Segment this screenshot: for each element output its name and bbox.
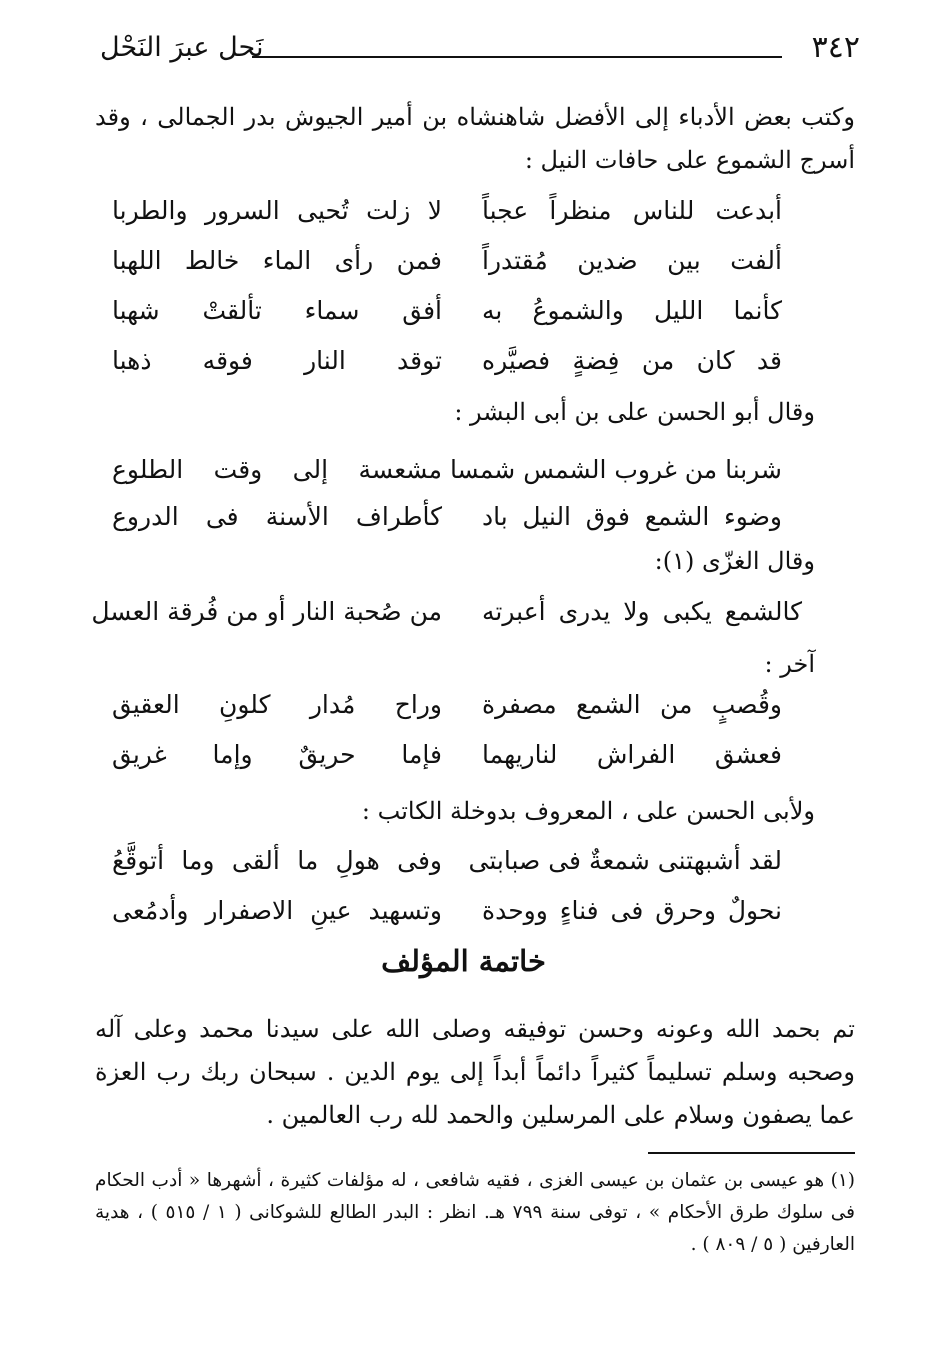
footnote-rule [648, 1152, 855, 1154]
page-number: ٣٤٢ [811, 30, 860, 65]
page-header [100, 28, 860, 68]
poem2-intro: وقال أبو الحسن على بن أبى البشر : [454, 398, 815, 426]
poem1-verse-3 [0, 296, 927, 342]
verse-hemistich-left: كأطراف الأسنة فى الدروع [112, 502, 442, 531]
verse-hemistich-left: فمن رأى الماء خالط اللهبا [112, 246, 442, 275]
verse-hemistich-right: لقد أشبهتنى شمعةٌ فى صبابتى [468, 846, 782, 875]
closing-paragraph-text: تم بحمد الله وعونه وحسن توفيقه وصلى الله على سيدنا محمد وعلى آله وصحبه وسلم تسليماً كثيراً دائماً أبداً إلى يوم الدين . سبحان ربك رب العزة عما يصفون وسلام على المرسلين والحمد لله رب العالمين . [95, 1015, 855, 1129]
verse-hemistich-left: لا زلت تُحيى السرور والطربا [112, 196, 442, 225]
poem2-verse-1 [0, 455, 927, 501]
verse-hemistich-left: وراح مُدار كلونِ العقيق [112, 690, 442, 719]
verse-hemistich-right: شربنا من غروب الشمس شمسا [449, 455, 782, 484]
poem1-verse-1 [0, 196, 927, 242]
verse-hemistich-right: ألفت بين ضدين مُقتدراً [482, 246, 782, 275]
section-heading: خاتمة المؤلف [381, 944, 546, 978]
verse-hemistich-right: نحولٌ وحرق فى فناءٍ ووحدة [482, 896, 782, 925]
poem1-verse-4 [0, 346, 927, 392]
opening-paragraph-text: وكتب بعض الأدباء إلى الأفضل شاهنشاه بن أمير الجيوش بدر الجمالى ، وقد أسرج الشموع على حافات النيل : [95, 103, 855, 174]
verse-hemistich-left: توقد النار فوقه ذهبا [112, 346, 442, 375]
verse-hemistich-right: كالشمع يكبى ولا يدرى أعبرته [482, 597, 802, 626]
verse-hemistich-right: فعشق الفراش لناريهما [482, 740, 782, 769]
verse-hemistich-left: فإما حريقٌ وإما غريق [112, 740, 442, 769]
poem1-verse-2 [0, 246, 927, 292]
poem5-verse-2 [0, 896, 927, 942]
verse-hemistich-right: وقُصبٍ من الشمع مصفرة [482, 690, 782, 719]
running-title: نَحل عبرَ النَحْل [100, 32, 264, 63]
verse-hemistich-left: أفق سماء تألقتْ شهبا [112, 296, 442, 325]
verse-hemistich-right: وضوء الشمع فوق النيل باد [482, 502, 782, 531]
verse-hemistich-left: مشعسة إلى وقت الطلوع [112, 455, 442, 484]
verse-hemistich-left: وفى هولِ ما ألقى وما أتوقَّعُ [112, 846, 442, 875]
poem4-verse-2 [0, 740, 927, 786]
poem3-verse-1 [0, 597, 927, 643]
closing-paragraph [95, 1008, 855, 1137]
header-rule [252, 56, 782, 58]
poem4-intro: آخر : [764, 650, 815, 678]
poem4-verse-1 [0, 690, 927, 736]
footnotes [95, 1165, 855, 1261]
verse-hemistich-right: أبدعت للناس منظراً عجباً [482, 196, 782, 225]
poem5-intro: ولأبى الحسن على ، المعروف بدوخلة الكاتب : [361, 797, 815, 825]
verse-hemistich-right: قد كان من فِضةٍ فصيَّره [482, 346, 782, 375]
poem5-verse-1 [0, 846, 927, 892]
opening-paragraph [95, 96, 855, 182]
verse-hemistich-left: من صُحبة النار أو من فُرقة العسل [91, 597, 442, 626]
verse-hemistich-right: كأنما الليل والشموعُ به [482, 296, 782, 325]
footnote-1: (١) هو عيسى بن عثمان بن عيسى الغزى ، فقيه شافعى ، له مؤلفات كثيرة ، أشهرها « أدب الحكام فى سلوك طرق الأحكام » ، توفى سنة ٧٩٩ هـ. انظر : البدر الطالع للشوكانى ( ١ / ٥١٥ ) ، هدية العارفين ( ٥ / ٨٠٩ ) . [95, 1170, 855, 1255]
poem3-intro: وقال الغزّى (١): [654, 547, 815, 575]
poem2-verse-2 [0, 502, 927, 548]
verse-hemistich-left: وتسهيد عينِ الاصفرار وأدمُعى [112, 896, 442, 925]
